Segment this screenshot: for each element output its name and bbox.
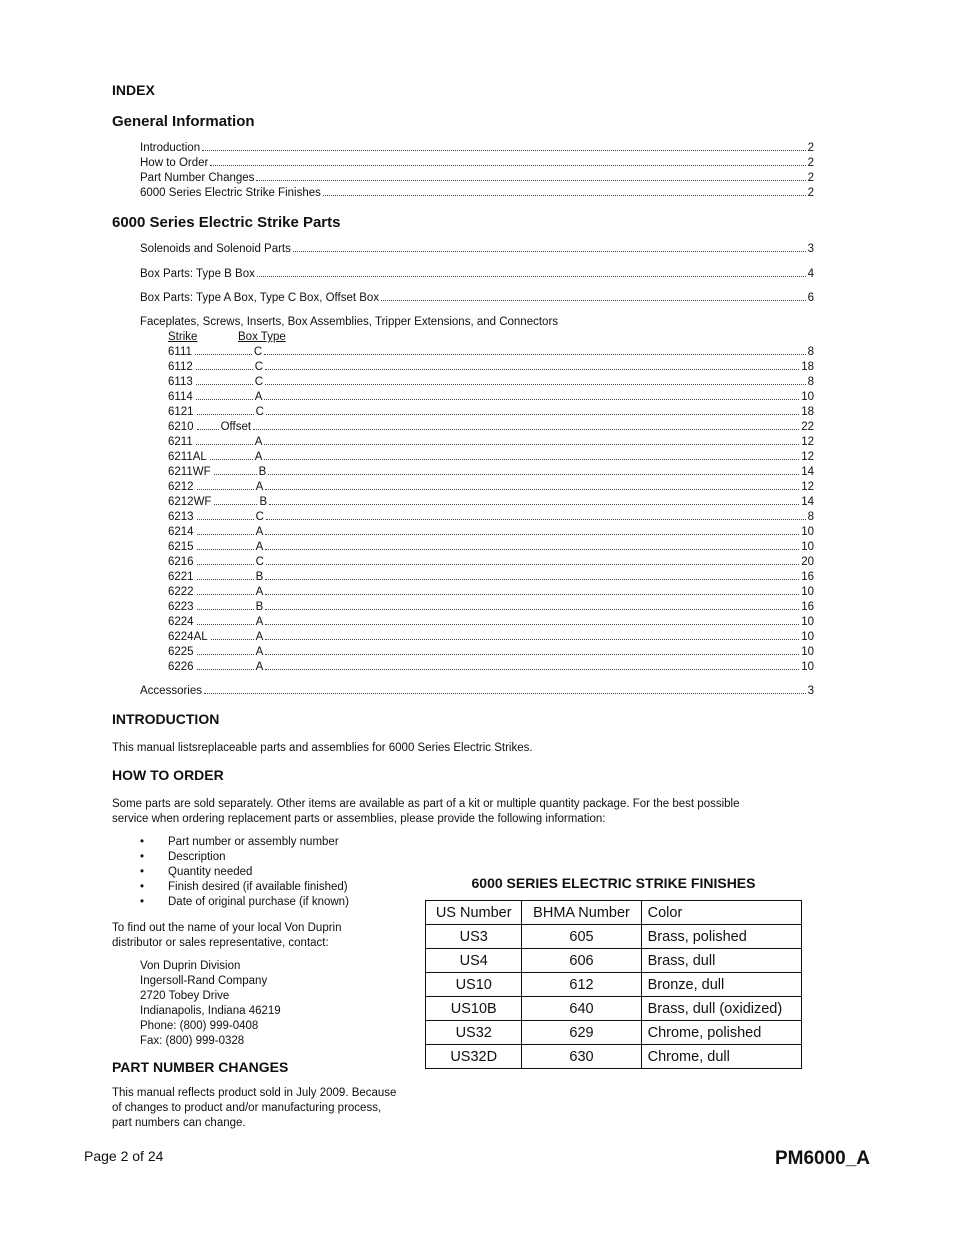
- bhma-number-cell: 606: [522, 949, 641, 973]
- strike-page: 10: [801, 391, 814, 403]
- part-number-changes-line: of changes to product and/or manufacturing process,: [112, 1102, 382, 1114]
- box-type: C: [255, 406, 264, 418]
- finishes-table: [425, 900, 802, 1069]
- toc-entry[interactable]: [140, 684, 814, 699]
- list-item: • Quantity needed: [140, 866, 253, 878]
- strike-number: 6224AL: [168, 631, 208, 643]
- strike-number: 6211: [168, 436, 193, 448]
- strike-number: 6226: [168, 661, 194, 673]
- strike-page: 10: [801, 661, 814, 673]
- strike-number: 6215: [168, 541, 194, 553]
- box-type: A: [254, 436, 263, 448]
- address-line: Von Duprin Division: [140, 960, 241, 972]
- toc-label: 6000 Series Electric Strike Finishes: [140, 187, 321, 199]
- toc-page: 3: [807, 243, 814, 255]
- strike-row[interactable]: [168, 570, 814, 585]
- us-number-cell: US4: [426, 949, 522, 973]
- box-type: A: [254, 391, 263, 403]
- strike-row[interactable]: [168, 600, 814, 615]
- column-header: Color: [641, 901, 801, 925]
- color-cell: Brass, dull (oxidized): [641, 997, 801, 1021]
- strike-row[interactable]: [168, 660, 814, 675]
- strike-row[interactable]: [168, 375, 814, 390]
- strike-number: 6111: [168, 346, 192, 358]
- strike-row[interactable]: [168, 360, 814, 375]
- strike-page: 10: [801, 526, 814, 538]
- list-item: • Description: [140, 851, 226, 863]
- strike-number: 6121: [168, 406, 194, 418]
- how-to-order-heading: HOW TO ORDER: [112, 767, 224, 783]
- us-number-cell: US10B: [426, 997, 522, 1021]
- strike-row[interactable]: [168, 630, 814, 645]
- box-type: B: [255, 601, 264, 613]
- bhma-number-cell: 640: [522, 997, 641, 1021]
- strike-number: 6224: [168, 616, 194, 628]
- toc-page: 4: [807, 268, 814, 280]
- strike-number: 6221: [168, 571, 194, 583]
- box-type: A: [254, 451, 263, 463]
- box-type: C: [253, 346, 263, 358]
- contact-text-line1: To find out the name of your local Von Duprin: [112, 922, 342, 934]
- us-number-cell: US10: [426, 973, 522, 997]
- table-row: [426, 1045, 802, 1069]
- strike-number: 6112: [168, 361, 193, 373]
- toc-entry[interactable]: [140, 291, 814, 306]
- index-title: INDEX: [112, 82, 155, 98]
- strike-number: 6211WF: [168, 466, 211, 478]
- toc-page: 2: [807, 187, 814, 199]
- strike-page: 18: [801, 406, 814, 418]
- how-to-order-text-line1: Some parts are sold separately. Other items are available as part of a kit or multiple quantity package. For the best possible: [112, 798, 740, 810]
- phone-number: Phone: (800) 999-0408: [140, 1020, 259, 1032]
- address-line: 2720 Tobey Drive: [140, 990, 230, 1002]
- us-number-cell: US3: [426, 925, 522, 949]
- strike-page: 16: [801, 601, 814, 613]
- strike-parts-heading: 6000 Series Electric Strike Parts: [112, 214, 341, 231]
- toc-label: Box Parts: Type A Box, Type C Box, Offset Box: [140, 292, 380, 304]
- strike-page: 10: [801, 616, 814, 628]
- strike-row[interactable]: [168, 645, 814, 660]
- toc-page: 3: [807, 685, 814, 697]
- table-row: [426, 925, 802, 949]
- strike-page: 16: [801, 571, 814, 583]
- color-cell: Chrome, dull: [641, 1045, 801, 1069]
- toc-label: Box Parts: Type B Box: [140, 268, 255, 280]
- strike-row[interactable]: [168, 555, 814, 570]
- box-type: A: [255, 646, 264, 658]
- toc-entry[interactable]: [140, 267, 814, 282]
- strike-row[interactable]: [168, 585, 814, 600]
- introduction-text: This manual listsreplaceable parts and assemblies for 6000 Series Electric Strikes.: [112, 742, 533, 754]
- strike-page: 14: [801, 466, 814, 478]
- toc-entry[interactable]: [140, 171, 814, 186]
- box-type: A: [255, 631, 264, 643]
- strike-page: 12: [801, 451, 814, 463]
- strike-number: 6213: [168, 511, 194, 523]
- strike-page: 10: [801, 586, 814, 598]
- column-header: BHMA Number: [522, 901, 641, 925]
- page-number: Page 2 of 24: [84, 1148, 164, 1164]
- strike-row[interactable]: [168, 510, 814, 525]
- box-type: C: [255, 511, 264, 523]
- strike-page: 10: [801, 631, 814, 643]
- us-number-cell: US32D: [426, 1045, 522, 1069]
- part-number-changes-line: This manual reflects product sold in July 2009. Because: [112, 1087, 397, 1099]
- strike-row[interactable]: [168, 465, 814, 480]
- toc-entry[interactable]: [140, 156, 814, 171]
- strike-row[interactable]: [168, 405, 814, 420]
- strike-row[interactable]: [168, 615, 814, 630]
- strike-page: 10: [801, 541, 814, 553]
- toc-page: 2: [807, 172, 814, 184]
- part-number-changes-heading: PART NUMBER CHANGES: [112, 1059, 289, 1075]
- box-type: B: [255, 571, 264, 583]
- strike-row[interactable]: [168, 525, 814, 540]
- table-row: [426, 973, 802, 997]
- general-information-heading: General Information: [112, 113, 255, 130]
- introduction-heading: INTRODUCTION: [112, 711, 220, 727]
- strike-page: 8: [807, 376, 814, 388]
- strike-page: 12: [801, 481, 814, 493]
- box-type: A: [255, 661, 264, 673]
- part-number-changes-line: part numbers can change.: [112, 1117, 246, 1129]
- strike-number: 6210: [168, 421, 194, 433]
- box-type: C: [254, 376, 264, 388]
- toc-page: 2: [807, 142, 814, 154]
- strike-number: 6223: [168, 601, 194, 613]
- document-id: PM6000_A: [774, 1148, 870, 1169]
- strike-page: 20: [801, 556, 814, 568]
- box-type: C: [254, 361, 264, 373]
- color-cell: Brass, polished: [641, 925, 801, 949]
- strike-row[interactable]: [168, 435, 814, 450]
- strike-row[interactable]: [168, 345, 814, 360]
- strike-page: 8: [807, 511, 814, 523]
- color-cell: Brass, dull: [641, 949, 801, 973]
- table-row: [426, 949, 802, 973]
- toc-label: Part Number Changes: [140, 172, 255, 184]
- bhma-number-cell: 629: [522, 1021, 641, 1045]
- toc-entry[interactable]: [140, 141, 814, 156]
- box-type: Offset: [220, 421, 252, 433]
- strike-page: 18: [801, 361, 814, 373]
- toc-entry[interactable]: [140, 186, 814, 201]
- strike-row[interactable]: [168, 540, 814, 555]
- strike-number: 6225: [168, 646, 194, 658]
- strike-row[interactable]: [168, 480, 814, 495]
- toc-label: Introduction: [140, 142, 201, 154]
- box-type: A: [255, 541, 264, 553]
- address-line: Ingersoll-Rand Company: [140, 975, 268, 987]
- bhma-number-cell: 605: [522, 925, 641, 949]
- toc-label: How to Order: [140, 157, 209, 169]
- box-type: A: [255, 526, 264, 538]
- toc-page: 6: [807, 292, 814, 304]
- order-info-list: [140, 835, 349, 910]
- strike-number: 6212WF: [168, 496, 212, 508]
- strike-row[interactable]: [168, 390, 814, 405]
- us-number-cell: US32: [426, 1021, 522, 1045]
- strike-row[interactable]: [168, 420, 814, 435]
- toc-label: Accessories: [140, 685, 202, 697]
- box-type-column-header: Box Type: [238, 331, 286, 343]
- strike-number: 6222: [168, 586, 194, 598]
- strike-number: 6212: [168, 481, 194, 493]
- contact-text-line2: distributor or sales representative, contact:: [112, 937, 329, 949]
- box-type: A: [255, 481, 264, 493]
- strike-number: 6214: [168, 526, 194, 538]
- strike-number: 6113: [168, 376, 193, 388]
- box-type: B: [258, 466, 267, 478]
- toc-page: 2: [807, 157, 814, 169]
- table-row: [426, 997, 802, 1021]
- faceplates-label: Faceplates, Screws, Inserts, Box Assemblies, Tripper Extensions, and Connectors: [140, 316, 559, 328]
- strike-page: 12: [801, 436, 814, 448]
- color-cell: Bronze, dull: [641, 973, 801, 997]
- bhma-number-cell: 612: [522, 973, 641, 997]
- strike-row[interactable]: [168, 495, 814, 510]
- box-type: C: [255, 556, 264, 568]
- strike-page: 14: [801, 496, 814, 508]
- list-item: • Date of original purchase (if known): [140, 896, 349, 908]
- list-item: • Part number or assembly number: [140, 836, 339, 848]
- toc-entry[interactable]: [140, 242, 814, 257]
- finishes-table-title: 6000 SERIES ELECTRIC STRIKE FINISHES: [471, 875, 756, 891]
- strike-column-header: Strike: [168, 331, 198, 343]
- toc-label: Solenoids and Solenoid Parts: [140, 243, 291, 255]
- strike-page: 8: [807, 346, 814, 358]
- strike-number: 6211AL: [168, 451, 207, 463]
- box-type: B: [259, 496, 268, 508]
- column-header: US Number: [426, 901, 522, 925]
- color-cell: Chrome, polished: [641, 1021, 801, 1045]
- box-type: A: [255, 586, 264, 598]
- table-row: [426, 1021, 802, 1045]
- address-line: Indianapolis, Indiana 46219: [140, 1005, 281, 1017]
- fax-number: Fax: (800) 999-0328: [140, 1035, 245, 1047]
- strike-page: 22: [801, 421, 814, 433]
- strike-number: 6114: [168, 391, 193, 403]
- strike-number: 6216: [168, 556, 194, 568]
- box-type: A: [255, 616, 264, 628]
- strike-row[interactable]: [168, 450, 814, 465]
- bhma-number-cell: 630: [522, 1045, 641, 1069]
- table-header-row: [426, 901, 802, 925]
- list-item: • Finish desired (if available finished): [140, 881, 348, 893]
- how-to-order-text-line2: service when ordering replacement parts or assemblies, please provide the following information:: [112, 813, 606, 825]
- strike-page: 10: [801, 646, 814, 658]
